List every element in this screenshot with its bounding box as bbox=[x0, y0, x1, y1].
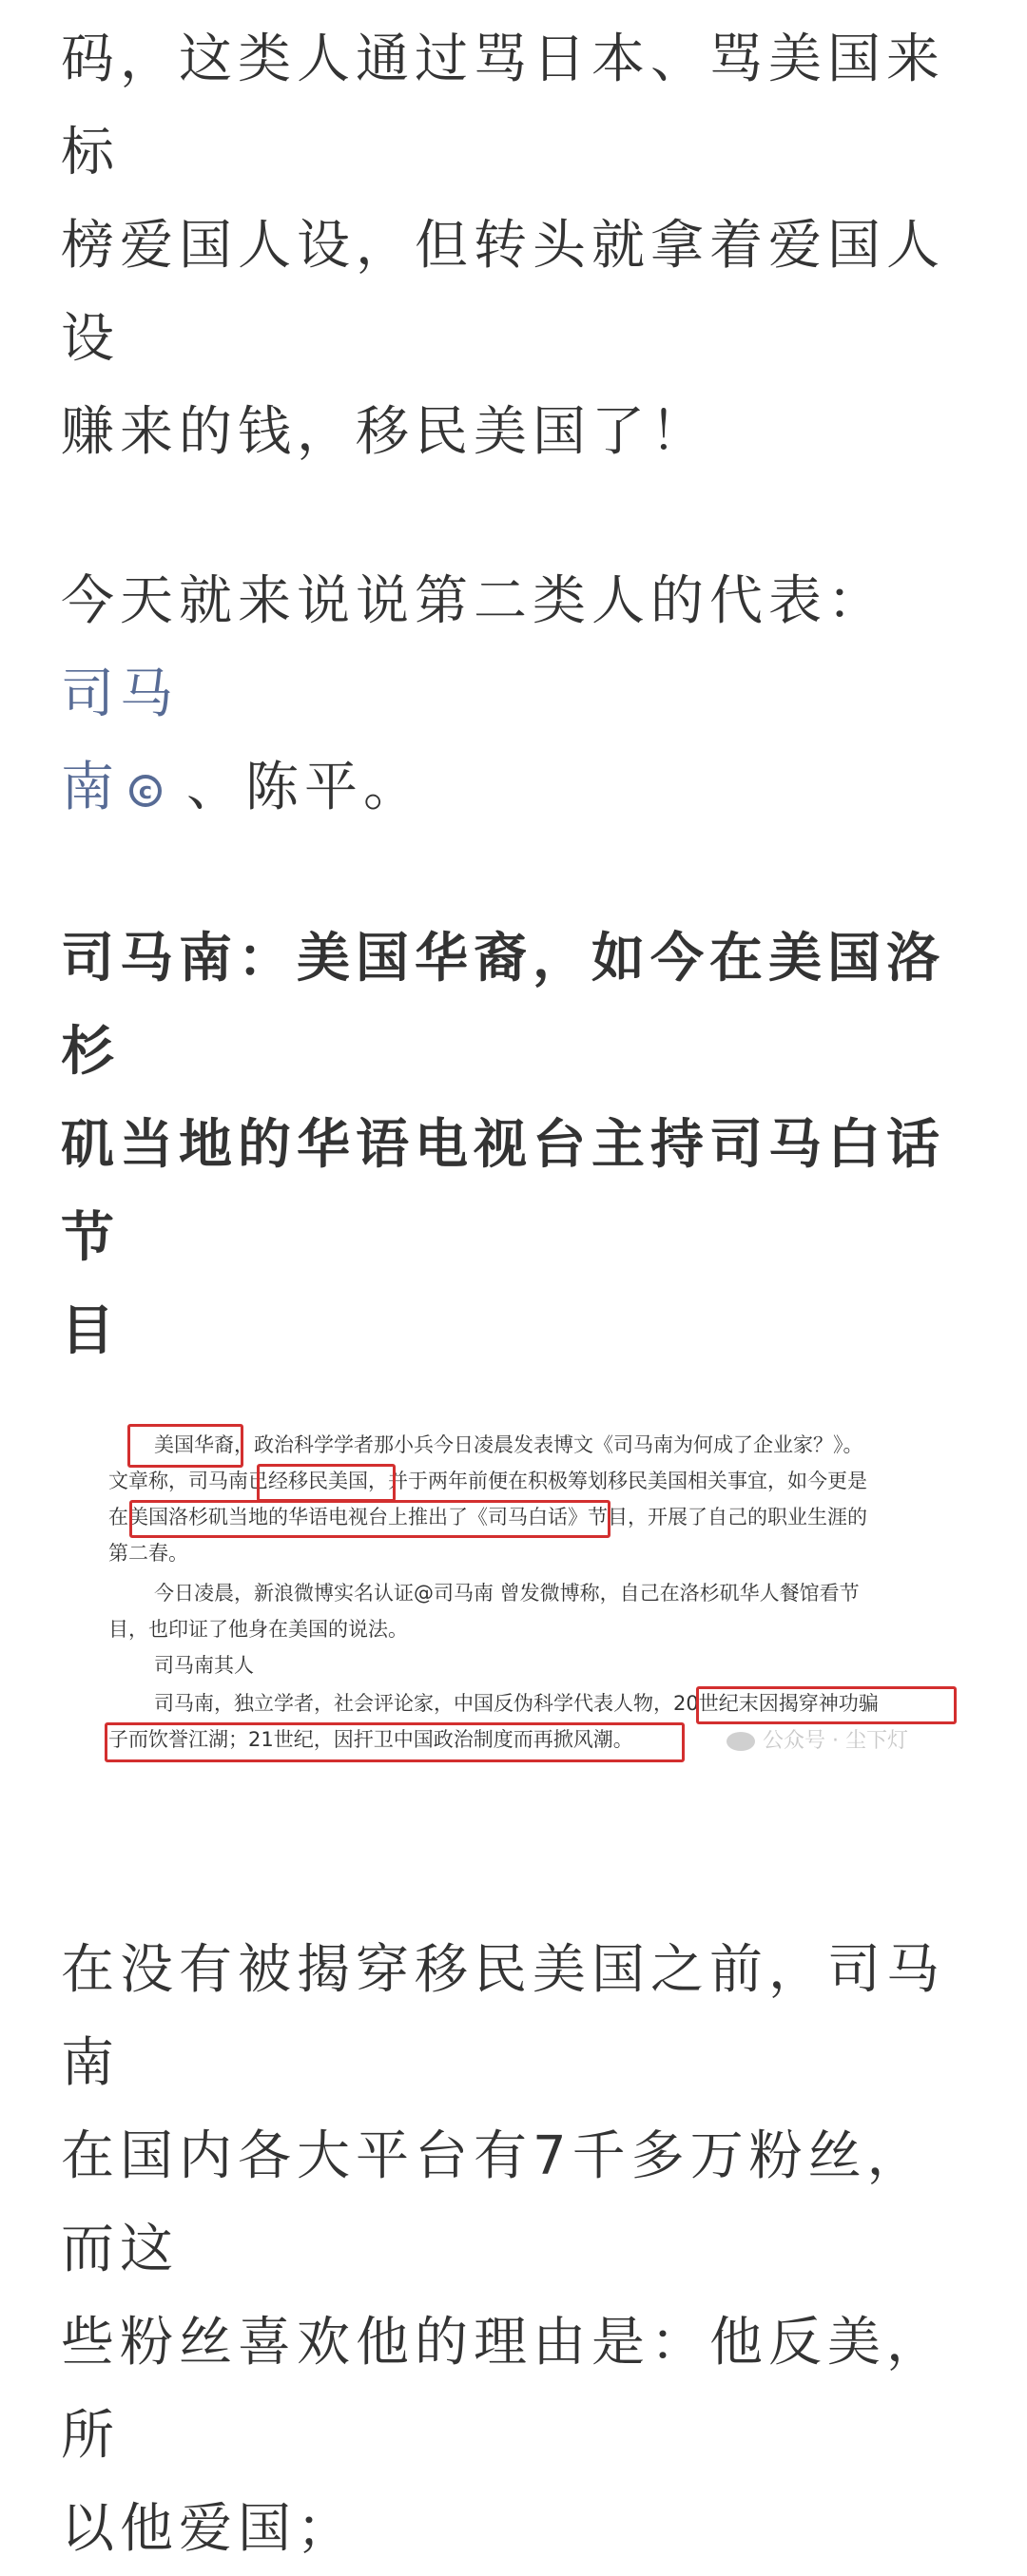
highlight-box bbox=[127, 1424, 243, 1468]
section-heading: 司马南：美国华裔，如今在美国洛杉 矶当地的华语电视台主持司马白话节 目 bbox=[61, 928, 945, 1362]
paragraph-text: 今天就来说说第二类人的代表： bbox=[61, 570, 886, 632]
paragraph-line: 在国内各大平台有7千多万粉丝，而这 bbox=[61, 2125, 926, 2280]
paragraph-closing bbox=[61, 1924, 974, 2576]
highlight-box bbox=[129, 1500, 610, 1538]
news-screenshot-image bbox=[61, 1424, 974, 1871]
paragraph-line: 些粉丝喜欢他的理由是：他反美，所 bbox=[61, 2312, 945, 2467]
highlight-box bbox=[105, 1722, 685, 1762]
figure-text-line: 在美国洛杉矶当地的华语电视台上推出了《司马白话》节目，开展了自己的职业生涯的 bbox=[108, 1506, 867, 1528]
figure-text-line: 美国华裔，政治科学学者那小兵今日凌晨发表博文《司马南为何成了企业家？》。 bbox=[154, 1433, 863, 1456]
figure-text-line: 司马南，独立学者，社会评论家，中国反伪科学代表人物，20世纪末因揭穿神功骗 bbox=[154, 1692, 879, 1715]
paragraph-line: 码，这类人通过骂日本、骂美国来标 bbox=[61, 29, 945, 183]
paragraph-line: 以他爱国； bbox=[61, 2498, 356, 2560]
paragraph-text: 、陈平。 bbox=[186, 757, 422, 818]
figure-text-line: 第二春。 bbox=[108, 1542, 188, 1565]
highlight-box bbox=[696, 1686, 957, 1724]
paragraph-line: 赚来的钱，移民美国了！ bbox=[61, 401, 709, 463]
figure-text-line: 目，也印证了他身在美国的说法。 bbox=[108, 1618, 408, 1641]
paragraph-line: 在没有被揭穿移民美国之前，司马南 bbox=[61, 1939, 945, 2094]
paragraph-intro bbox=[61, 13, 974, 479]
simanan-link[interactable]: 司马 南 c bbox=[61, 663, 179, 818]
figure-text-line: 文章称，司马南已经移民美国，并于两年前便在积极筹划移民美国相关事宜，如今更是 bbox=[108, 1470, 867, 1492]
wechat-icon bbox=[727, 1732, 755, 1751]
figure-text-line: 司马南其人 bbox=[154, 1654, 254, 1677]
figure-text-line: 今日凌晨，新浪微博实名认证@司马南 曾发微博称，自己在洛杉矶华人餐馆看节 bbox=[154, 1582, 860, 1605]
paragraph-representatives bbox=[61, 555, 974, 835]
link-search-icon[interactable]: c bbox=[129, 775, 162, 807]
article-body bbox=[61, 0, 974, 2576]
watermark: 公众号 · 尘下灯 bbox=[727, 1724, 908, 1754]
paragraph-line: 榜爱国人设，但转头就拿着爱国人设 bbox=[61, 215, 945, 370]
highlight-box bbox=[257, 1464, 396, 1502]
figure-text-line: 子而饮誉江湖；21世纪，因扞卫中国政治制度而再掀风潮。 bbox=[108, 1728, 633, 1751]
